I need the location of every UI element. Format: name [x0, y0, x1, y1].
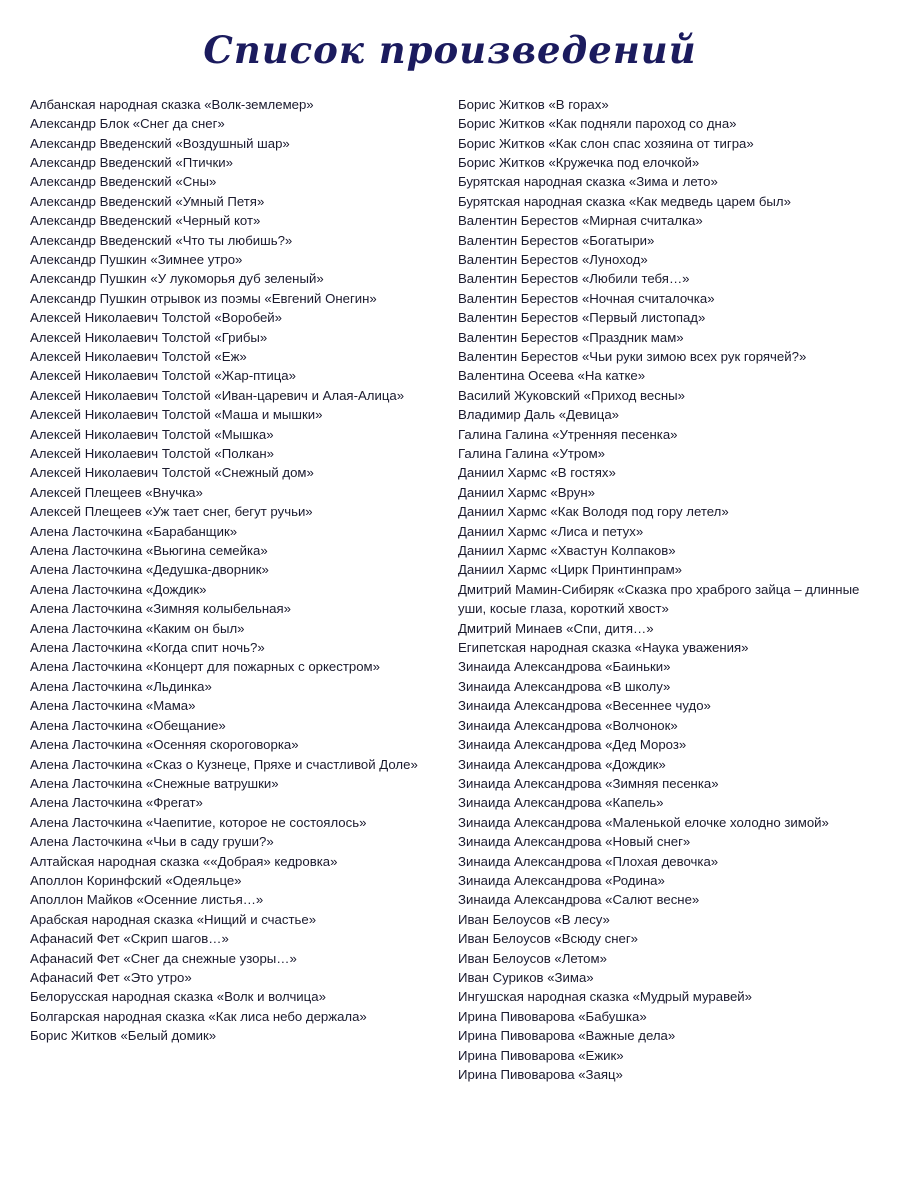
list-item: Алена Ласточкина «Когда спит ночь?»	[30, 640, 265, 656]
list-item: Зинаида Александрова «Дождик»	[458, 756, 666, 772]
list-item: Афанасий Фет «Это утро»	[30, 969, 192, 985]
list-item: Алена Ласточкина «Чаепитие, которое не состоялось»	[30, 814, 367, 830]
list-item: Аполлон Коринфский «Одеяльце»	[30, 872, 242, 888]
list-item: Борис Житков «Кружечка под елочкой»	[458, 154, 700, 170]
list-item: Зинаида Александрова «Зимняя песенка»	[458, 775, 719, 791]
list-item: Зинаида Александрова «Капель»	[458, 795, 664, 811]
list-item: Алена Ласточкина «Чьи в саду груши?»	[30, 834, 274, 850]
list-item: Алексей Николаевич Толстой «Иван-царевич и Алая-Алица»	[30, 387, 405, 403]
list-item: Зинаида Александрова «Баиньки»	[458, 659, 671, 675]
right-column	[458, 95, 862, 1085]
list-item: Даниил Хармс «Хвастун Колпаков»	[458, 543, 676, 559]
list-item: Зинаида Александрова «Новый снег»	[458, 834, 691, 850]
list-item: Александр Введенский «Что ты любишь?»	[30, 232, 293, 248]
list-item: Даниил Хармс «В гостях»	[458, 465, 616, 481]
list-item: Алена Ласточкина «Дождик»	[30, 581, 207, 597]
list-item: Алена Ласточкина «Дедушка-дворник»	[30, 562, 269, 578]
list-item: Алексей Плещеев «Уж тает снег, бегут ручьи»	[30, 504, 313, 520]
list-item: Александр Пушкин «Зимнее утро»	[30, 251, 243, 267]
list-item: Ирина Пивоварова «Ежик»	[458, 1047, 624, 1063]
list-item: Александр Пушкин «У лукоморья дуб зеленый»	[30, 271, 324, 287]
list-item: Алена Ласточкина «Обещание»	[30, 717, 226, 733]
list-item: Валентин Берестов «Чьи руки зимою всех рук горячей?»	[458, 348, 807, 364]
list-item: Алтайская народная сказка ««Добрая» кедровка»	[30, 853, 338, 869]
list-item: Афанасий Фет «Снег да снежные узоры…»	[30, 950, 297, 966]
list-item: Албанская народная сказка «Волк-землемер»	[30, 96, 314, 112]
list-item: Даниил Хармс «Врун»	[458, 484, 595, 500]
list-item: Иван Белоусов «Всюду снег»	[458, 931, 639, 947]
list-item: Алексей Николаевич Толстой «Мышка»	[30, 426, 274, 442]
list-item: Зинаида Александрова «Волчонок»	[458, 717, 678, 733]
list-item: Алексей Николаевич Толстой «Грибы»	[30, 329, 268, 345]
list-item: Галина Галина «Утром»	[458, 446, 605, 461]
list-item: Валентин Берестов «Любили тебя…»	[458, 271, 690, 287]
list-item: Владимир Даль «Девица»	[458, 407, 620, 423]
list-item: Алена Ласточкина «Барабанщик»	[30, 523, 238, 539]
list-item: Иван Белоусов «Летом»	[458, 950, 607, 966]
list-item: Даниил Хармс «Цирк Принтинпрам»	[458, 562, 683, 578]
list-item: Валентин Берестов «Праздник мам»	[458, 329, 684, 345]
list-item: Александр Введенский «Сны»	[30, 174, 217, 190]
list-item: Валентин Берестов «Первый листопад»	[458, 310, 706, 326]
list-columns	[30, 95, 870, 1085]
list-item: Алена Ласточкина «Вьюгина семейка»	[30, 543, 268, 559]
list-item: Даниил Хармс «Лиса и петух»	[458, 523, 644, 539]
list-item: Зинаида Александрова «Весеннее чудо»	[458, 698, 711, 714]
list-item: Алена Ласточкина «Льдинка»	[30, 678, 212, 694]
list-item: Борис Житков «Белый домик»	[30, 1028, 217, 1044]
list-item: Бурятская народная сказка «Как медведь царем был»	[458, 193, 791, 209]
list-item: Алексей Николаевич Толстой «Снежный дом»	[30, 465, 314, 481]
list-item: Алексей Николаевич Толстой «Маша и мышки»	[30, 407, 323, 423]
list-item: Афанасий Фет «Скрип шагов…»	[30, 931, 229, 947]
list-item: Алена Ласточкина «Осенняя скороговорка»	[30, 737, 299, 753]
list-item: Египетская народная сказка «Наука уважения»	[458, 640, 749, 656]
list-item: Иван Суриков «Зима»	[458, 969, 594, 985]
list-item: Александр Введенский «Умный Петя»	[30, 193, 265, 209]
left-column	[30, 95, 434, 1046]
list-item: Алена Ласточкина «Фрегат»	[30, 795, 203, 811]
list-item: Алексей Николаевич Толстой «Жар-птица»	[30, 368, 296, 384]
list-item: Белорусская народная сказка «Волк и волчица»	[30, 989, 326, 1005]
list-item: Ирина Пивоварова «Бабушка»	[458, 1008, 647, 1024]
list-item: Дмитрий Минаев «Спи, дитя…»	[458, 620, 654, 636]
list-item: Алексей Николаевич Толстой «Полкан»	[30, 446, 274, 461]
list-item: Бурятская народная сказка «Зима и лето»	[458, 174, 718, 190]
list-item: Алена Ласточкина «Мама»	[30, 698, 196, 714]
list-item: Валентин Берестов «Ночная считалочка»	[458, 290, 715, 306]
list-item: Борис Житков «Как подняли пароход со дна»	[458, 116, 737, 132]
list-item: Дмитрий Мамин-Сибиряк «Сказка про храброго зайца – длинные уши, косые глаза, короткий хвост»	[458, 581, 860, 617]
list-item: Алексей Николаевич Толстой «Еж»	[30, 348, 247, 364]
list-item: Валентин Берестов «Богатыри»	[458, 232, 655, 248]
list-item: Алена Ласточкина «Зимняя колыбельная»	[30, 601, 291, 617]
list-item: Зинаида Александрова «Маленькой елочке холодно зимой»	[458, 814, 829, 830]
list-item: Зинаида Александрова «Дед Мороз»	[458, 737, 687, 753]
list-item: Борис Житков «Как слон спас хозяина от тигра»	[458, 135, 754, 151]
list-item: Александр Введенский «Воздушный шар»	[30, 135, 290, 151]
list-item: Зинаида Александрова «Салют весне»	[458, 892, 700, 908]
list-item: Зинаида Александрова «Родина»	[458, 872, 665, 888]
list-item: Галина Галина «Утренняя песенка»	[458, 426, 678, 442]
page-title: Список произведений	[203, 28, 697, 72]
list-item: Александр Введенский «Птички»	[30, 154, 233, 170]
list-item: Александр Блок «Снег да снег»	[30, 116, 225, 132]
list-item: Иван Белоусов «В лесу»	[458, 911, 610, 927]
list-item: Валентин Берестов «Луноход»	[458, 251, 648, 267]
list-item: Болгарская народная сказка «Как лиса небо держала»	[30, 1008, 367, 1024]
list-item: Алена Ласточкина «Каким он был»	[30, 620, 245, 636]
list-item: Зинаида Александрова «В школу»	[458, 678, 671, 694]
list-item: Валентин Берестов «Мирная считалка»	[458, 213, 703, 229]
list-item: Даниил Хармс «Как Володя под гору летел»	[458, 504, 729, 520]
list-item: Александр Пушкин отрывок из поэмы «Евгений Онегин»	[30, 290, 377, 306]
list-item: Ирина Пивоварова «Важные дела»	[458, 1028, 676, 1044]
list-item: Алена Ласточкина «Сказ о Кузнеце, Пряхе и счастливой Доле»	[30, 756, 418, 772]
list-item: Зинаида Александрова «Плохая девочка»	[458, 853, 719, 869]
list-item: Александр Введенский «Черный кот»	[30, 213, 261, 229]
list-item: Арабская народная сказка «Нищий и счастье»	[30, 911, 317, 927]
list-item: Валентина Осеева «На катке»	[458, 368, 646, 384]
list-item: Ирина Пивоварова «Заяц»	[458, 1067, 623, 1082]
list-item: Ингушская народная сказка «Мудрый муравей»	[458, 989, 752, 1005]
list-item: Алена Ласточкина «Снежные ватрушки»	[30, 775, 279, 791]
list-item: Аполлон Майков «Осенние листья…»	[30, 892, 264, 908]
list-item: Алена Ласточкина «Концерт для пожарных с оркестром»	[30, 659, 380, 675]
list-item: Василий Жуковский «Приход весны»	[458, 387, 685, 403]
list-item: Алексей Плещеев «Внучка»	[30, 484, 203, 500]
list-item: Алексей Николаевич Толстой «Воробей»	[30, 310, 283, 326]
list-item: Борис Житков «В горах»	[458, 96, 609, 112]
